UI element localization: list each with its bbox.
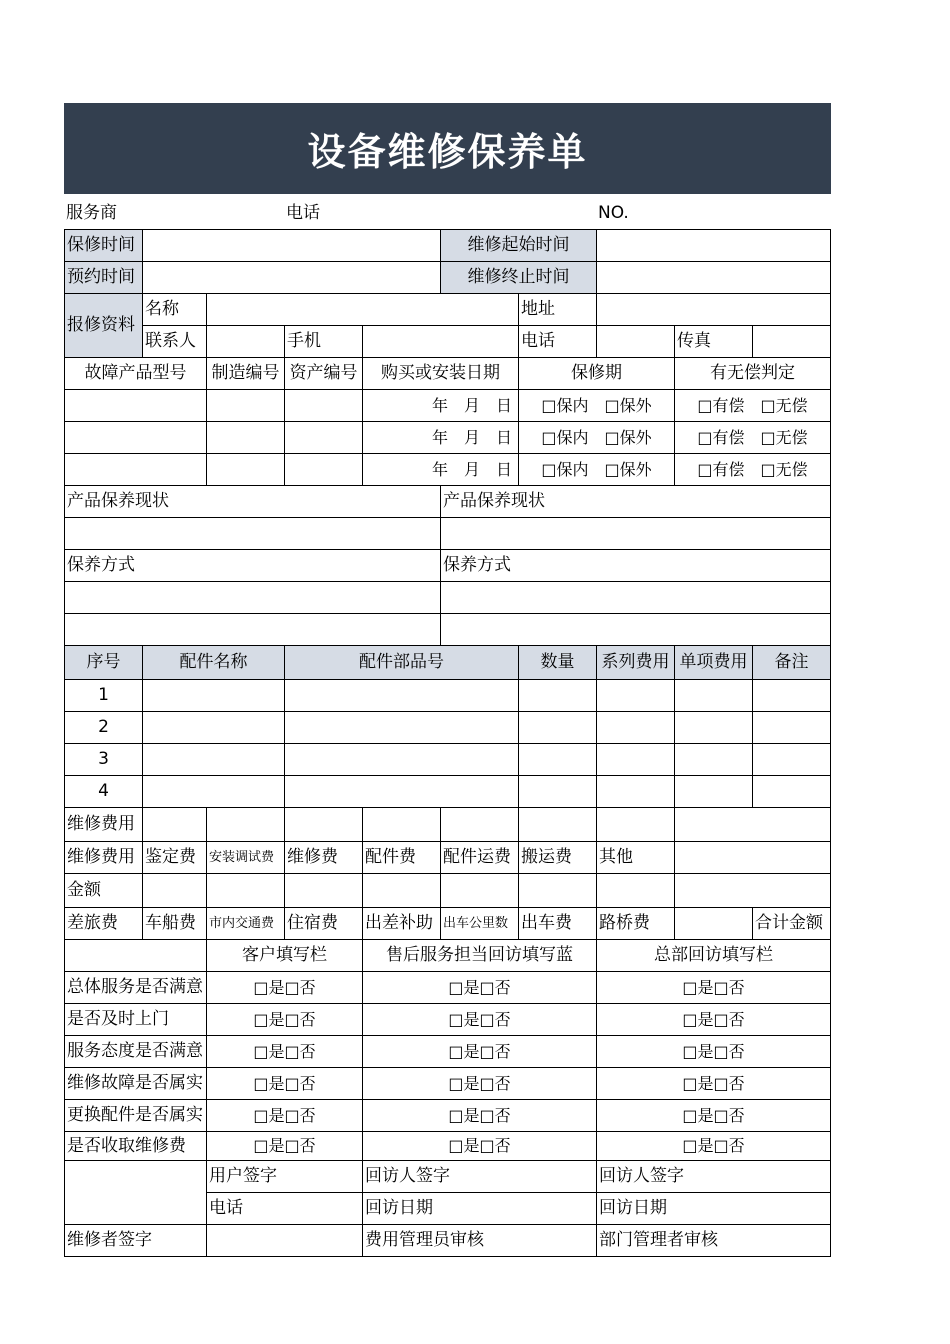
repair-end-label: 维修终止时间	[440, 261, 597, 294]
hq-choice[interactable]: □是□否	[596, 1003, 831, 1036]
form-number-label: NO.	[598, 202, 629, 223]
allowance-label: 出差补助	[362, 907, 441, 940]
hq-visit-date[interactable]: 回访日期	[596, 1192, 831, 1225]
survey-question: 是否收取维修费	[64, 1131, 207, 1161]
part-unit-cost-field[interactable]	[674, 743, 753, 776]
part-no-field[interactable]	[284, 679, 519, 712]
fee-field[interactable]	[440, 807, 519, 842]
customer-choice[interactable]: □是□否	[206, 1035, 363, 1068]
part-no-field[interactable]	[284, 743, 519, 776]
vehicle-fee-label: 出车费	[518, 907, 597, 940]
hq-choice[interactable]: □是□否	[596, 1099, 831, 1132]
repair-start-field[interactable]	[596, 229, 831, 262]
contact-field[interactable]	[206, 325, 285, 358]
part-remark-field[interactable]	[752, 775, 831, 808]
part-qty-field[interactable]	[518, 711, 597, 744]
status-right-label: 产品保养现状	[440, 485, 831, 518]
col-hq: 总部回访填写栏	[596, 939, 831, 972]
user-phone[interactable]: 电话	[206, 1192, 363, 1225]
fee-type-label: 维修费用	[64, 841, 143, 874]
hq-choice[interactable]: □是□否	[596, 1131, 831, 1161]
part-unit-cost-field[interactable]	[674, 679, 753, 712]
name-field[interactable]	[206, 293, 519, 326]
toll-fee-label: 路桥费	[596, 907, 675, 940]
col-model: 故障产品型号	[64, 357, 207, 390]
part-unit-cost-field[interactable]	[674, 775, 753, 808]
col-remark: 备注	[752, 645, 831, 680]
col-qty: 数量	[518, 645, 597, 680]
aftersales-choice[interactable]: □是□否	[362, 1131, 597, 1161]
method-left-label: 保养方式	[64, 549, 441, 582]
contact-label: 联系人	[142, 325, 207, 358]
install-fee-label: 安装调试费	[206, 841, 285, 874]
fax-label: 传真	[674, 325, 753, 358]
aftersales-choice[interactable]: □是□否	[362, 1099, 597, 1132]
fee-field[interactable]	[206, 807, 285, 842]
amount-field[interactable]	[518, 873, 597, 908]
col-part-name: 配件名称	[142, 645, 285, 680]
hq-choice[interactable]: □是□否	[596, 1035, 831, 1068]
method-left-field[interactable]	[64, 581, 441, 614]
aftersales-choice[interactable]: □是□否	[362, 1035, 597, 1068]
part-remark-field[interactable]	[752, 711, 831, 744]
part-index: 4	[64, 775, 143, 808]
col-series-cost: 系列费用	[596, 645, 675, 680]
status-left-label: 产品保养现状	[64, 485, 441, 518]
paid-checkboxes[interactable]: □有偿 □无偿	[674, 421, 831, 454]
product-asset-field[interactable]	[284, 421, 363, 454]
hq-choice[interactable]: □是□否	[596, 1067, 831, 1100]
col-paid-judge: 有无偿判定	[674, 357, 831, 390]
fee-manager-review[interactable]: 费用管理员审核	[362, 1224, 597, 1257]
parts-shipping-label: 配件运费	[440, 841, 519, 874]
address-field[interactable]	[596, 293, 831, 326]
aftersales-choice[interactable]: □是□否	[362, 971, 597, 1004]
appointment-time-label: 预约时间	[64, 261, 143, 294]
col-customer: 客户填写栏	[206, 939, 363, 972]
fee-field[interactable]	[142, 807, 207, 842]
warranty-checkboxes[interactable]: □保内 □保外	[518, 389, 675, 422]
amount-field[interactable]	[440, 873, 519, 908]
amount-field[interactable]	[596, 873, 675, 908]
product-model-field[interactable]	[64, 453, 207, 486]
provider-label: 服务商	[66, 202, 117, 223]
part-series-cost-field[interactable]	[596, 711, 675, 744]
paid-checkboxes[interactable]: □有偿 □无偿	[674, 453, 831, 486]
product-serial-field[interactable]	[206, 421, 285, 454]
col-aftersales: 售后服务担当回访填写蓝	[362, 939, 597, 972]
aftersales-choice[interactable]: □是□否	[362, 1067, 597, 1100]
warranty-time-label: 保修时间	[64, 229, 143, 262]
total-amount-label: 合计金额	[752, 907, 831, 940]
reporter-info-label: 报修资料	[64, 293, 143, 358]
fee-field[interactable]	[596, 807, 675, 842]
paid-checkboxes[interactable]: □有偿 □无偿	[674, 389, 831, 422]
repair-start-label: 维修起始时间	[440, 229, 597, 262]
phone-field[interactable]	[596, 325, 675, 358]
handling-fee-label: 搬运费	[518, 841, 597, 874]
warranty-checkboxes[interactable]: □保内 □保外	[518, 453, 675, 486]
method-right-field[interactable]	[440, 613, 831, 646]
part-qty-field[interactable]	[518, 775, 597, 808]
part-name-field[interactable]	[142, 711, 285, 744]
lodging-fee-label: 住宿费	[284, 907, 363, 940]
hq-visitor-signature[interactable]: 回访人签字	[596, 1160, 831, 1193]
hq-choice[interactable]: □是□否	[596, 971, 831, 1004]
fee-field[interactable]	[518, 807, 597, 842]
survey-question: 更换配件是否属实	[64, 1099, 207, 1132]
repair-fee-item-label: 维修费	[284, 841, 363, 874]
address-label: 地址	[518, 293, 597, 326]
survey-question: 总体服务是否满意	[64, 971, 207, 1004]
customer-choice[interactable]: □是□否	[206, 1003, 363, 1036]
col-part-no: 配件部品号	[284, 645, 519, 680]
product-asset-field[interactable]	[284, 453, 363, 486]
amount-field[interactable]	[674, 873, 831, 908]
mobile-label: 手机	[284, 325, 363, 358]
warranty-checkboxes[interactable]: □保内 □保外	[518, 421, 675, 454]
visitor-signature[interactable]: 回访人签字	[362, 1160, 597, 1193]
purchase-date-field[interactable]: 年 月 日	[362, 389, 519, 422]
part-series-cost-field[interactable]	[596, 679, 675, 712]
part-remark-field[interactable]	[752, 679, 831, 712]
method-left-field[interactable]	[64, 613, 441, 646]
col-unit-cost: 单项费用	[674, 645, 753, 680]
fee-field[interactable]	[284, 807, 363, 842]
warranty-time-field[interactable]	[142, 229, 441, 262]
phone-label: 电话	[518, 325, 597, 358]
total-field[interactable]	[674, 907, 753, 940]
repairer-signature-field[interactable]	[206, 1224, 363, 1257]
repair-fee-label: 维修费用	[64, 807, 143, 842]
col-serial: 制造编号	[206, 357, 285, 390]
part-index: 1	[64, 679, 143, 712]
signature-blank	[64, 1160, 207, 1225]
title-banner	[64, 103, 831, 194]
part-series-cost-field[interactable]	[596, 775, 675, 808]
appraisal-fee-label: 鉴定费	[142, 841, 207, 874]
purchase-date-field[interactable]: 年 月 日	[362, 453, 519, 486]
part-qty-field[interactable]	[518, 743, 597, 776]
col-warranty: 保修期	[518, 357, 675, 390]
survey-question: 是否及时上门	[64, 1003, 207, 1036]
part-index: 3	[64, 743, 143, 776]
part-unit-cost-field[interactable]	[674, 711, 753, 744]
product-asset-field[interactable]	[284, 389, 363, 422]
user-signature[interactable]: 用户签字	[206, 1160, 363, 1193]
amount-label: 金额	[64, 873, 143, 908]
parts-fee-label: 配件费	[362, 841, 441, 874]
name-label: 名称	[142, 293, 207, 326]
product-serial-field[interactable]	[206, 453, 285, 486]
appointment-time-field[interactable]	[142, 261, 441, 294]
col-purchase-date: 购买或安装日期	[362, 357, 519, 390]
status-right-field[interactable]	[440, 517, 831, 550]
part-remark-field[interactable]	[752, 743, 831, 776]
part-name-field[interactable]	[142, 743, 285, 776]
part-no-field[interactable]	[284, 775, 519, 808]
survey-question: 维修故障是否属实	[64, 1067, 207, 1100]
survey-question: 服务态度是否满意	[64, 1035, 207, 1068]
amount-field[interactable]	[284, 873, 363, 908]
product-model-field[interactable]	[64, 421, 207, 454]
customer-choice[interactable]: □是□否	[206, 1067, 363, 1100]
form-title: 设备维修保养单	[307, 130, 588, 174]
part-name-field[interactable]	[142, 775, 285, 808]
col-asset: 资产编号	[284, 357, 363, 390]
repair-end-field[interactable]	[596, 261, 831, 294]
survey-header-blank	[64, 939, 207, 972]
product-model-field[interactable]	[64, 389, 207, 422]
fax-field[interactable]	[752, 325, 831, 358]
top-phone-label: 电话	[286, 202, 320, 223]
customer-choice[interactable]: □是□否	[206, 1131, 363, 1161]
method-right-field[interactable]	[440, 581, 831, 614]
part-no-field[interactable]	[284, 711, 519, 744]
purchase-date-field[interactable]: 年 月 日	[362, 421, 519, 454]
fee-field[interactable]	[674, 807, 831, 842]
boat-fee-label: 车船费	[142, 907, 207, 940]
product-serial-field[interactable]	[206, 389, 285, 422]
visit-date[interactable]: 回访日期	[362, 1192, 597, 1225]
other-fee-label: 其他	[596, 841, 675, 874]
dept-manager-review[interactable]: 部门管理者审核	[596, 1224, 831, 1257]
part-series-cost-field[interactable]	[596, 743, 675, 776]
amount-field[interactable]	[362, 873, 441, 908]
travel-fee-label: 差旅费	[64, 907, 143, 940]
repairer-signature[interactable]: 维修者签字	[64, 1224, 207, 1257]
col-index: 序号	[64, 645, 143, 680]
part-index: 2	[64, 711, 143, 744]
mobile-field[interactable]	[362, 325, 519, 358]
aftersales-choice[interactable]: □是□否	[362, 1003, 597, 1036]
customer-choice[interactable]: □是□否	[206, 971, 363, 1004]
method-right-label: 保养方式	[440, 549, 831, 582]
part-name-field[interactable]	[142, 679, 285, 712]
fee-blank	[674, 841, 831, 874]
part-qty-field[interactable]	[518, 679, 597, 712]
amount-field[interactable]	[206, 873, 285, 908]
amount-field[interactable]	[142, 873, 207, 908]
customer-choice[interactable]: □是□否	[206, 1099, 363, 1132]
status-left-field[interactable]	[64, 517, 441, 550]
fee-field[interactable]	[362, 807, 441, 842]
mileage-label: 出车公里数	[440, 907, 519, 940]
local-transport-label: 市内交通费	[206, 907, 285, 940]
